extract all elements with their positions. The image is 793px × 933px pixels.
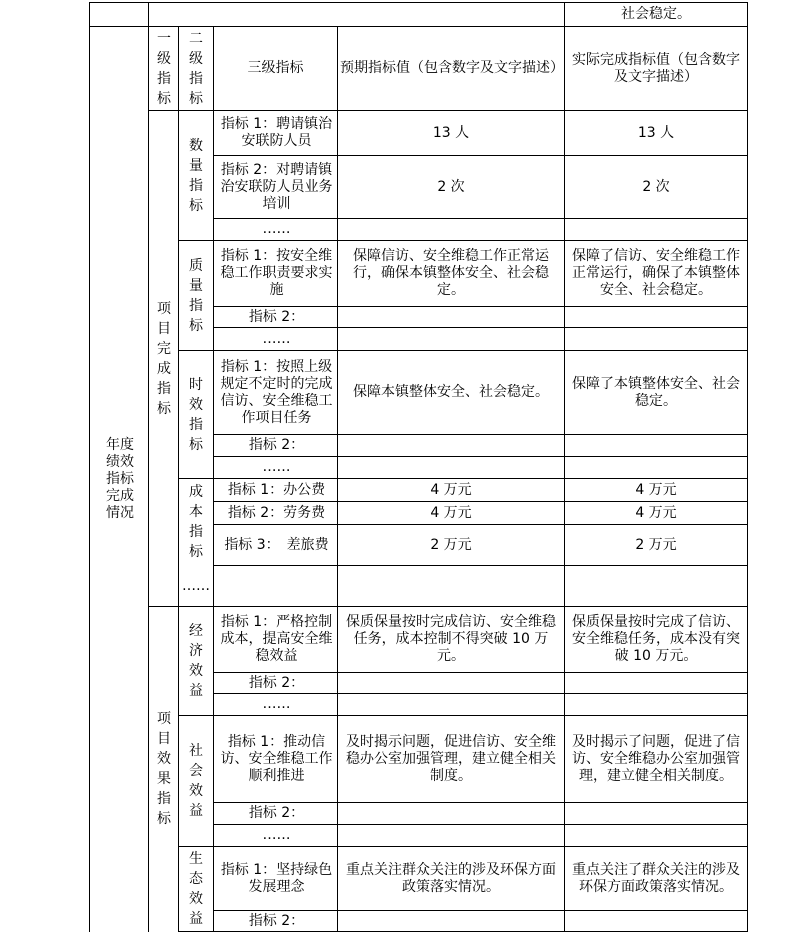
rule — [747, 2, 748, 932]
subgroup-quantity-text: 数量指标 — [189, 137, 203, 214]
indicator-name-text: 指标 1：严格控制成本，提高安全维稳效益 — [220, 614, 333, 664]
subgroup-economic — [184, 607, 208, 715]
subgroup-quality-text: 质量指标 — [189, 257, 203, 334]
subgroup-quantity — [184, 111, 208, 240]
expected-value — [338, 607, 564, 672]
expected-value — [338, 241, 564, 306]
expected-value-text: 及时揭示问题，促进信访、安全维稳办公室加强管理，建立健全相关制度。 — [346, 733, 556, 784]
rule — [89, 2, 90, 932]
subgroup-cost-text: 成本指标 — [189, 484, 203, 560]
actual-value-text: 2 次 — [642, 178, 670, 195]
group-completion — [152, 111, 176, 606]
header-expected — [338, 27, 564, 110]
indicator-name — [218, 847, 335, 910]
actual-value-text: 及时揭示了问题，促进了信访、安全维稳办公室加强管理，建立健全相关制度。 — [572, 733, 740, 784]
expected-value — [338, 111, 564, 155]
header-level2 — [184, 27, 208, 110]
indicator-name — [218, 307, 335, 327]
indicator-name-text: 指标 2： — [248, 912, 305, 929]
expected-value-text: 2 次 — [437, 178, 465, 195]
expected-value — [338, 502, 564, 524]
expected-value-text: 4 万元 — [430, 481, 472, 498]
indicator-name — [218, 525, 335, 565]
indicator-name-text: 指标 2：劳务费 — [227, 504, 326, 521]
group-completion-text: 项目完成指标 — [157, 300, 171, 417]
actual-value — [565, 525, 747, 565]
subgroup-quality — [184, 241, 208, 350]
indicator-name-text: 指标 2： — [248, 805, 305, 821]
indicator-name-text: …… — [262, 330, 291, 347]
actual-value-text: 4 万元 — [635, 481, 677, 498]
group-effect-text: 项目效果指标 — [157, 711, 171, 827]
indicator-name-text: 指标 2：对聘请镇治安联防人员业务培训 — [220, 161, 333, 212]
indicator-name — [218, 351, 335, 434]
header-expected-text: 预期指标值（包含数字及文字描述） — [340, 60, 564, 76]
indicator-name-text: 指标 1：办公费 — [227, 481, 326, 498]
actual-value-text: 13 人 — [637, 124, 675, 141]
indicator-name-text: 指标 1：按照上级规定不定时的完成信访、安全维稳工作项目任务 — [220, 358, 333, 426]
indicator-name — [218, 803, 335, 824]
indicator-name — [218, 825, 335, 846]
header-actual-text: 实际完成指标值（包含数字及文字描述） — [572, 51, 740, 85]
actual-value — [565, 111, 747, 155]
indicator-name — [218, 328, 335, 350]
carryover-text: 社会稳定。 — [621, 6, 691, 22]
subgroup-timeliness-text: 时效指标 — [189, 376, 203, 453]
expected-value — [338, 847, 564, 910]
subgroup-economic-text: 经济效益 — [189, 623, 203, 699]
indicator-name — [218, 219, 335, 240]
indicator-name — [218, 502, 335, 524]
subgroup-timeliness — [184, 351, 208, 478]
header-level1-text: 一级指标 — [157, 30, 171, 107]
actual-value — [565, 479, 747, 501]
actual-value — [565, 847, 747, 910]
section-label-text: 年度绩效指标完成情况 — [106, 436, 134, 521]
indicator-name-text: …… — [262, 459, 291, 475]
expected-value — [338, 716, 564, 802]
header-level3-text: 三级指标 — [247, 60, 304, 76]
header-level2-text: 二级指标 — [189, 30, 203, 107]
actual-value — [565, 241, 747, 306]
subgroup-cost-ellipsis — [184, 566, 208, 606]
indicator-name-text: …… — [262, 827, 291, 843]
subgroup-ecological-text: 生态效益 — [189, 851, 203, 927]
expected-value-text: 保障本镇整体安全、社会稳定。 — [353, 384, 549, 400]
indicator-name — [218, 111, 335, 155]
expected-value — [338, 479, 564, 501]
indicator-name — [218, 435, 335, 456]
indicator-name — [218, 607, 335, 672]
header-level1 — [152, 27, 176, 110]
actual-value — [565, 607, 747, 672]
header-actual — [565, 27, 747, 110]
indicator-name-text: 指标 3： 差旅费 — [224, 536, 329, 553]
actual-value — [565, 351, 747, 434]
subgroup-cost-ellipsis-text: …… — [182, 578, 210, 594]
actual-value — [565, 156, 747, 218]
expected-value — [338, 351, 564, 434]
subgroup-social-text: 社会效益 — [189, 743, 203, 819]
subgroup-ecological — [184, 847, 208, 931]
indicator-name-text: 指标 2： — [248, 674, 305, 691]
actual-value-text: 保障了本镇整体安全、社会稳定。 — [572, 375, 740, 409]
indicator-name — [218, 673, 335, 693]
actual-value-text: 2 万元 — [635, 536, 677, 553]
expected-value-text: 13 人 — [432, 124, 470, 141]
indicator-name — [218, 479, 335, 501]
actual-value-text: 保障了信访、安全维稳工作正常运行，确保了本镇整体安全、社会稳定。 — [572, 248, 740, 298]
indicator-name-text: …… — [262, 696, 291, 712]
expected-value — [338, 525, 564, 565]
actual-value-text: 4 万元 — [635, 504, 677, 521]
expected-value-text: 保质保量按时完成信访、安全维稳任务，成本控制不得突破 10 万元。 — [346, 614, 556, 664]
expected-value-text: 重点关注群众关注的涉及环保方面政策落实情况。 — [346, 861, 556, 895]
expected-value-text: 保障信访、安全维稳工作正常运行，确保本镇整体安全、社会稳定。 — [353, 248, 549, 298]
expected-value-text: 4 万元 — [430, 504, 472, 521]
indicator-name — [218, 156, 335, 218]
subgroup-cost — [184, 479, 208, 565]
indicator-name-text: 指标 2： — [248, 308, 305, 325]
expected-value — [338, 156, 564, 218]
indicator-name — [218, 911, 335, 931]
actual-value — [565, 502, 747, 524]
indicator-name — [218, 694, 335, 715]
rule — [148, 2, 149, 932]
group-effect — [152, 607, 176, 931]
indicator-name-text: 指标 1：聘请镇治安联防人员 — [220, 116, 333, 149]
section-label — [98, 27, 142, 931]
indicator-name — [218, 457, 335, 478]
indicator-name — [218, 716, 335, 802]
rule — [178, 26, 179, 932]
indicator-name-text: 指标 1：坚持绿色发展理念 — [220, 861, 333, 895]
carryover-actual-cell — [565, 3, 747, 26]
actual-value-text: 保质保量按时完成了信访、安全维稳任务，成本没有突破 10 万元。 — [572, 614, 740, 664]
header-level3 — [214, 27, 337, 110]
subgroup-social — [184, 716, 208, 846]
actual-value — [565, 716, 747, 802]
indicator-name-text: 指标 2： — [248, 437, 305, 453]
expected-value-text: 2 万元 — [430, 536, 472, 553]
indicator-name — [218, 241, 335, 306]
indicator-name-text: 指标 1：推动信访、安全维稳工作顺利推进 — [220, 733, 333, 784]
indicator-name-text: 指标 1：按安全维稳工作职责要求实施 — [220, 248, 333, 298]
indicator-name-text: …… — [262, 221, 291, 237]
actual-value-text: 重点关注了群众关注的涉及环保方面政策落实情况。 — [572, 861, 740, 895]
rule — [213, 26, 214, 932]
rule — [213, 565, 748, 566]
rule — [178, 931, 748, 932]
